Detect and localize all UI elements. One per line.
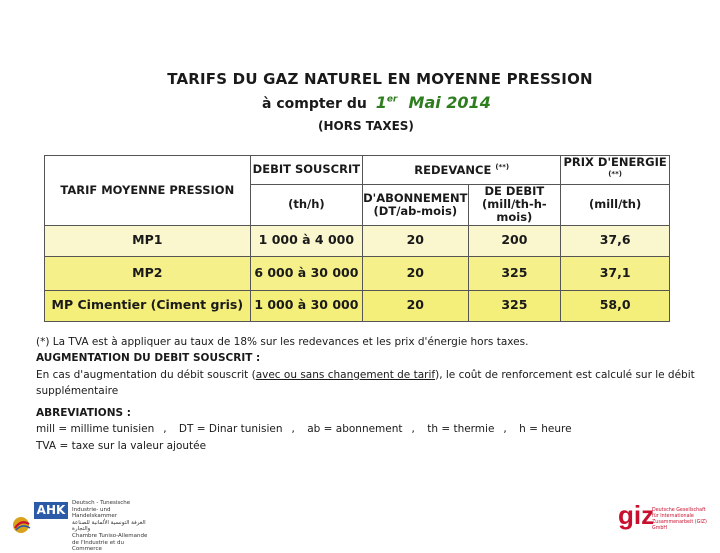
augmentation-text: En cas d'augmentation du débit souscrit (avec ou sans changement de tarif), le coût de renforcement est calculé sur le débit supplémentaire [36, 368, 695, 397]
ahk-logo [4, 500, 154, 553]
row-prix: 58,0 [561, 290, 670, 321]
tva-note: (*) La TVA est à appliquer au taux de 18% sur les redevances et les prix d'énergie hors taxes. [36, 336, 529, 348]
abbreviation-item: ab = abonnement [307, 423, 403, 436]
row-debit: 6 000 à 30 000 [250, 256, 363, 290]
giz-caption: Deutsche Gesellschaft für Internationale Zusammenarbeit (GIZ) GmbH [652, 508, 707, 531]
abbreviations-title: ABREVIATIONS : [36, 407, 131, 419]
header-debit: DEBIT SOUSCRIT [250, 156, 363, 185]
tariff-table [44, 155, 670, 322]
abbreviation-item: DT = Dinar tunisien [178, 423, 283, 436]
table-row [45, 225, 670, 256]
hors-taxes-label: (HORS TAXES) [318, 119, 414, 133]
page-title: TARIFS DU GAZ NATUREL EN MOYENNE PRESSION [167, 70, 593, 88]
abbreviation-item: mill = millime tunisien [36, 423, 155, 436]
giz-wordmark: giz [618, 500, 655, 530]
giz-logo [618, 500, 718, 530]
row-abonnement: 20 [363, 225, 468, 256]
subtitle-prefix: à compter du [262, 96, 367, 112]
abbreviation-item: h = heure [519, 423, 572, 436]
row-debit: 1 000 à 30 000 [250, 290, 363, 321]
abbreviation-item: th = thermie [427, 423, 495, 436]
header-de-debit: DE DEBIT (mill/th-h-mois) [468, 185, 561, 226]
abbreviations-section [36, 405, 572, 454]
abbreviations-list: mill = millime tunisien , DT = Dinar tunisien , ab = abonnement , th = thermie , h = heure [36, 423, 572, 436]
header-prix: PRIX D'ENERGIE (**) [561, 156, 670, 185]
augmentation-title: AUGMENTATION DU DEBIT SOUSCRIT : [36, 352, 261, 365]
row-abonnement: 20 [363, 290, 468, 321]
header-debit-unit: (th/h) [250, 185, 363, 226]
table-row [45, 290, 670, 321]
notes-section [36, 334, 706, 399]
row-prix: 37,1 [561, 256, 670, 290]
header-abonnement: D'ABONNEMENT (DT/ab-mois) [363, 185, 468, 226]
header-tarif: TARIF MOYENNE PRESSION [45, 156, 251, 226]
row-debit: 1 000 à 4 000 [250, 225, 363, 256]
row-name: MP1 [45, 225, 251, 256]
row-de-debit: 325 [468, 256, 561, 290]
ahk-caption: Deutsch - Tunesische Industrie- und Handelskammer الغرفة التونسية الألمانية للصناعة والتجارة Chambre Tuniso-Allemande de l'Industrie et du Commerce [72, 500, 148, 553]
table-row [45, 256, 670, 290]
ahk-wordmark: AHK [34, 502, 68, 519]
row-de-debit: 325 [468, 290, 561, 321]
header-redevance: REDEVANCE (**) [363, 156, 561, 185]
header-prix-unit: (mill/th) [561, 185, 670, 226]
subtitle [262, 93, 491, 112]
row-abonnement: 20 [363, 256, 468, 290]
abbreviation-tva: TVA = taxe sur la valeur ajoutée [36, 439, 207, 452]
row-prix: 37,6 [561, 225, 670, 256]
row-name: MP Cimentier (Ciment gris) [45, 290, 251, 321]
row-de-debit: 200 [468, 225, 561, 256]
effective-date: 1er Mai 2014 [375, 93, 491, 112]
ahk-emblem-icon [12, 516, 34, 534]
row-name: MP2 [45, 256, 251, 290]
